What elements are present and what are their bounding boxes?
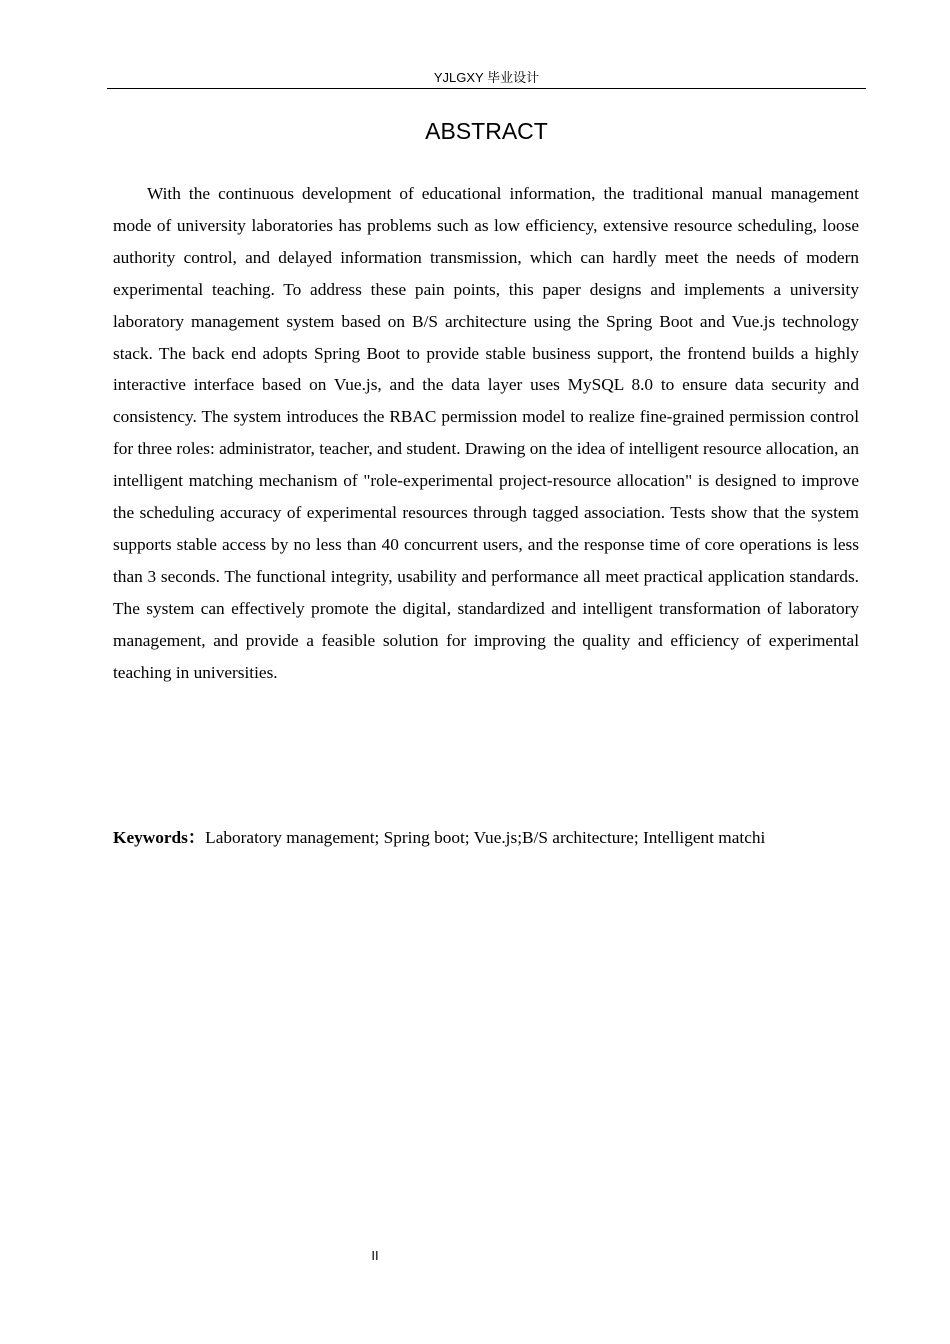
abstract-title: ABSTRACT [425,118,548,144]
keywords-text: Laboratory management; Spring boot; Vue.js;B/S architecture; Intelligent matchi [205,828,766,847]
keywords-label: Keywords： [113,828,206,847]
abstract-paragraph: With the continuous development of educational information, the traditional manual management mode of university laboratories has problems such as low efficiency, extensive resource scheduling, loose authority control, and delayed information transmission, which can hardly meet the needs of modern experimental teaching. To address these pain points, this paper designs and implements a university laboratory management system based on B/S architecture using the Spring Boot and Vue.js technology stack. The back end adopts Spring Boot to provide stable business support, the frontend builds a highly interactive interface based on Vue.js, and the data layer uses MySQL 8.0 to ensure data security and consistency. The system introduces the RBAC permission model to realize fine-grained permission control for three roles: administrator, teacher, and student. Drawing on the idea of intelligent resource allocation, an intelligent matching mechanism of "role-experimental project-resource allocation" is designed to improve the scheduling accuracy of experimental resources through tagged association. Tests show that the system supports stable access by no less than 40 concurrent users, and the response time of core operations is less than 3 seconds. The functional integrity, usability and performance all meet practical application standards. The system can effectively promote the digital, standardized and intelligent transformation of laboratory management, and provide a feasible solution for improving the quality and efficiency of experimental teaching in universities. [113,184,859,682]
keywords-section [113,823,813,853]
page-header [107,68,866,89]
page-number: II [371,1248,379,1263]
header-text: YJLGXY 毕业设计 [433,70,540,85]
